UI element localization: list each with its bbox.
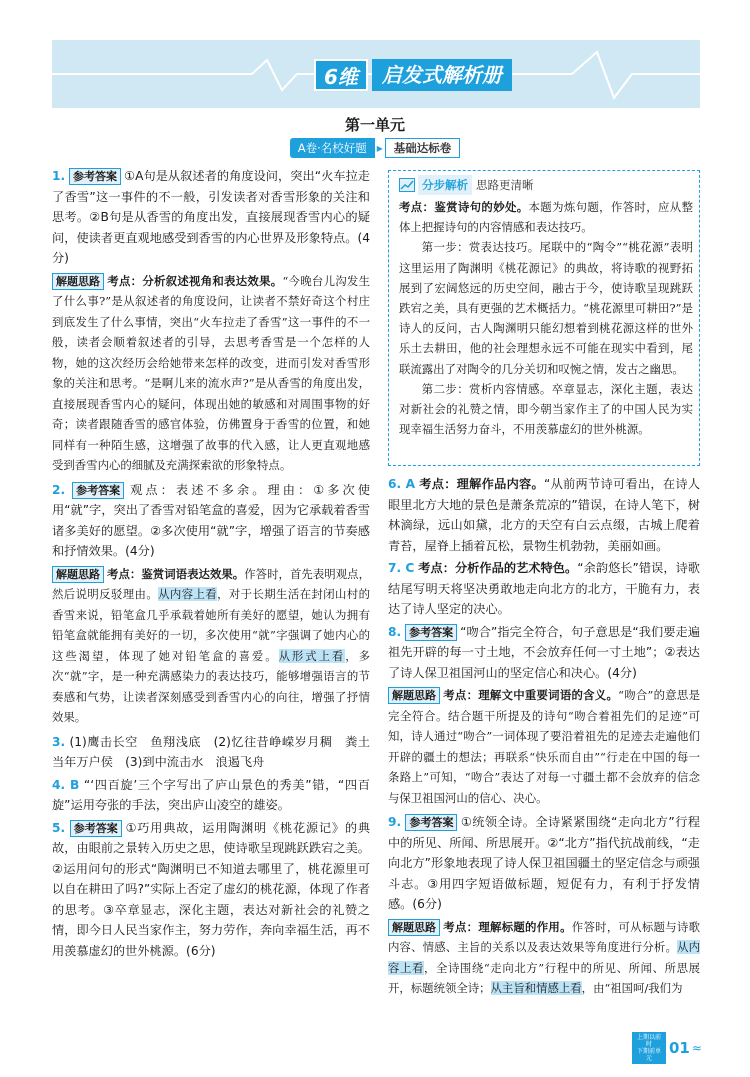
- item-number: 7. C: [388, 561, 415, 575]
- thinking-block-9: [388, 917, 700, 999]
- thinking-text: ，对于长期生活在封闭山村的香雪来说，铅笔盒几乎承载着她所有美好的愿望，她认为拥有铅笔盒就能拥有美好的一切，多次使用“就”字强调了她内心的这些渴望，体现了她对铅笔盒的喜爱。: [52, 587, 370, 663]
- item-number: 8.: [388, 624, 402, 639]
- thinking-label: 解题思路: [52, 566, 104, 583]
- thinking-text: “吻合”的意思是完全符合。结合题干所提及的诗句“吻合着祖先们的足迹”可知，诗人通过“吻合”一词体现了要沿着祖先的足迹去走遍他们开辟的疆土的想法；再联系“快乐而自由”“行走在中国的每一条路上”可知，“吻合”表达了对每一寸疆土都不会放弃的信念与保卫祖国河山的信心、决心。: [388, 688, 700, 805]
- item-number: 5.: [52, 820, 66, 835]
- answer-text: ①统领全诗。全诗紧紧围绕“走向北方”行程中的所见、所闻、所思展开。②“北方”指代抗战前线，“走向北方”形象地表现了诗人保卫祖国疆土的坚定信念与顽强斗志。③用四字短语做标题，短促有力，有利于抒发情感。(6分): [388, 815, 701, 911]
- tag-paper: A卷·名校好题: [290, 138, 375, 158]
- answer-item-3: [52, 732, 370, 773]
- footer-tag-line: 下期前单元: [636, 1048, 661, 1062]
- answer-item-6: [388, 474, 700, 556]
- knowledge-point: 考点：分析作品的艺术特色。: [418, 561, 578, 575]
- answer-text: ①A句是从叙述者的角度设问，突出“火车拉走了香雪”这一事件的不一般，引发读者对香雪形象的关注和思考。②B句是从香雪的角度出发，直接展现香雪内心的疑问，使读者更直观地感受到香雪的内心世界及形象特点。(4分): [52, 169, 370, 265]
- trend-chart-icon: [399, 178, 415, 192]
- unit-title: 第一单元: [344, 116, 405, 134]
- analysis-intro: [399, 197, 693, 237]
- answer-item-2: [52, 480, 370, 562]
- answer-text: “‘四百旋’三个字写出了庐山景色的秀美”错，“四百旋”运用夸张的手法，突出庐山凌空的雄姿。: [52, 777, 370, 812]
- thinking-text: 作答时，首先表明观点，然后说明反驳理由。: [52, 566, 370, 601]
- knowledge-point: 考点：理解标题的作用。: [443, 919, 572, 934]
- item-number: 2.: [52, 482, 66, 497]
- analysis-step-2: 第二步：赏析内容情感。卒章显志，深化主题，表达对新社会的礼赞之情，即今朝当家作主了的中国人民为实现幸福生活努力奋斗，不用羡慕虚幻的世外桃源。: [399, 381, 693, 437]
- answer-text: (1)鹰击长空 鱼翔浅底 (2)忆往昔峥嵘岁月稠 粪土当年万户侯 (3)到中流击水 浪遏飞舟: [52, 734, 371, 769]
- analysis-intro-text: 本题为炼句题，作答时，应从整体上把握诗句的内容情感和表达技巧。: [399, 200, 693, 235]
- chevron-right-icon: ▸: [376, 141, 383, 155]
- item-number: 4. B: [52, 777, 80, 792]
- thinking-text: ，由“祖国呵/我们为: [581, 981, 683, 995]
- banner-logo: [314, 58, 512, 92]
- thinking-text: ，多次“就”字，是一种充满感染力的表达技巧，能够增强语言的节奏感和气势，让读者深刻感受到香雪内心的向往，增强了抒情效果。: [52, 648, 370, 724]
- thinking-label: 解题思路: [388, 687, 440, 704]
- header-banner: [52, 40, 700, 108]
- answer-label: 参考答案: [405, 624, 457, 641]
- knowledge-point: 考点：鉴赏词语表达效果。: [107, 566, 245, 581]
- logo-title: 启发式解析册: [372, 59, 512, 91]
- thinking-label: 解题思路: [52, 273, 104, 290]
- answer-text: 观点：表述不多余。理由：①多次使用“就”字，突出了香雪对铅笔盒的喜爱，因为它承载着香雪诸多美好的愿望。②多次使用“就”字，增强了语言的节奏感和抒情效果。(4分): [52, 482, 370, 558]
- answer-label: 参考答案: [69, 168, 121, 185]
- footer-tag: [632, 1032, 666, 1064]
- logo-badge: 6维: [314, 59, 368, 91]
- analysis-header: [399, 175, 693, 195]
- wave-decoration-icon: ≈: [691, 1041, 702, 1055]
- answer-label: 参考答案: [405, 814, 457, 831]
- thinking-block-2: [52, 564, 370, 728]
- thinking-block-1: [52, 271, 370, 476]
- analysis-step-1: 第一步：赏表达技巧。尾联中的“陶令”“桃花源”表明这里运用了陶渊明《桃花源记》的典故，将诗歌的视野拓展到了宏阔悠远的历史空间，融古于今，使诗歌呈现跳跃跌宕之美，具有更强的艺术概括力。“桃花源里可耕田?”是诗人的反问，古人陶渊明只能幻想着到桃花源这样的世外乐土去耕田，他的社会理想永远不可能在现实中看到，尾联流露出了对陶令的几分关切和叹惋之情，发古之幽思。: [399, 240, 693, 376]
- analysis-subtitle: 思路更清晰: [476, 177, 534, 192]
- answer-item-5: [52, 818, 370, 962]
- left-column: [52, 166, 370, 963]
- item-number: 3.: [52, 734, 66, 749]
- item-number: 9.: [388, 815, 402, 829]
- answer-text: ①巧用典故，运用陶渊明《桃花源记》的典故，由眼前之景转入历史之思，使诗歌呈现跳跃跌宕之美。②运用问句的形式“陶渊明已不知道去哪里了，桃花源里可以自在耕田了吗?”实际上否定了虚幻的桃花源，体现了作者的思考。③卒章显志，深化主题，表达对新社会的礼赞之情，即今日人民当家作主，努力劳作，奔向幸福生活，再不用羡慕虚幻的世外桃源。(6分): [52, 820, 371, 958]
- step-analysis-box: [388, 170, 700, 466]
- highlight: 从主旨和情感上看: [490, 981, 582, 995]
- highlight: 从形式上看: [278, 648, 346, 663]
- knowledge-point: 考点：理解作品内容。: [419, 477, 544, 491]
- tag-level: 基础达标卷: [385, 138, 461, 158]
- right-column: [388, 474, 700, 1001]
- thinking-block-8: [388, 685, 700, 808]
- knowledge-point: 考点：鉴赏诗句的妙处。: [399, 200, 529, 214]
- thinking-text: “今晚台儿沟发生了什么事?”是从叙述者的角度设问，让读者不禁好奇这个村庄到底发生了什么事情，突出“火车拉走了香雪”这一事件的不一般，读者会顺着叙述者的引导，去思考香雪是一个怎样的人物，她的这次经历会给她带来怎样的改变，进而引发对香雪形象的关注和思考。“是啊儿来的流水声?”是从香雪的角度出发，直接展现香雪内心的疑问，体现出她的敏感和对周围事物的好奇；读者跟随香雪的感官体验，仿佛置身于香雪的位置，和她同样有一种陌生感，这增强了故事的代入感，让人更直观地感受到香雪内心的细腻及充满探索欲的形象特点。: [52, 273, 370, 472]
- thinking-text: ，全诗围绕“走向北方”行程中的所见、所闻、所思展开，标题统领全诗；: [388, 960, 700, 995]
- answer-item-9: [388, 812, 700, 915]
- answer-label: 参考答案: [70, 820, 122, 837]
- answer-text: “吻合”指完全符合，句子意思是“我们要走遍祖先开辟的每一寸土地，不会放弃任何一寸土地”；②表达了诗人保卫祖国河山的坚定信心和决心。(4分): [388, 624, 701, 680]
- answer-item-7: [388, 558, 700, 620]
- highlight: 从内容上看: [158, 587, 218, 601]
- thinking-label: 解题思路: [388, 919, 440, 936]
- answer-text: “从前两节诗可看出，在诗人眼里北方大地的景色是萧条荒凉的”错误，在诗人笔下，树林滴绿，远山如黛，北方的天空有白云点缀，古城上爬着青苔，屋脊上插着瓦松，景物生机勃勃，美丽如画。: [388, 477, 701, 553]
- item-number: 1.: [52, 169, 66, 183]
- footer-tag-line: 上期以前时: [636, 1034, 661, 1048]
- page-number: 01: [669, 1039, 690, 1057]
- page-footer: [632, 1032, 702, 1064]
- answer-label: 参考答案: [72, 482, 124, 499]
- highlight: 从内容上看: [388, 940, 700, 975]
- item-number: 6. A: [388, 477, 416, 491]
- thinking-text: 作答时，可从标题与诗歌内容、情感、主旨的关系以及表达效果等角度进行分析。: [388, 919, 700, 954]
- answer-item-4: [52, 775, 370, 816]
- answer-item-8: [388, 622, 700, 684]
- knowledge-point: 考点：分析叙述视角和表达效果。: [107, 273, 283, 288]
- knowledge-point: 考点：理解文中重要词语的含义。: [443, 688, 619, 702]
- answer-item-1: [52, 166, 370, 269]
- analysis-label: 分步解析: [418, 175, 472, 195]
- answer-text: “余韵悠长”错误，诗歌结尾写明天将坚决勇敢地走向北方的北方，干脆有力，表达了诗人坚定的决心。: [388, 561, 700, 616]
- section-tag: [0, 138, 750, 158]
